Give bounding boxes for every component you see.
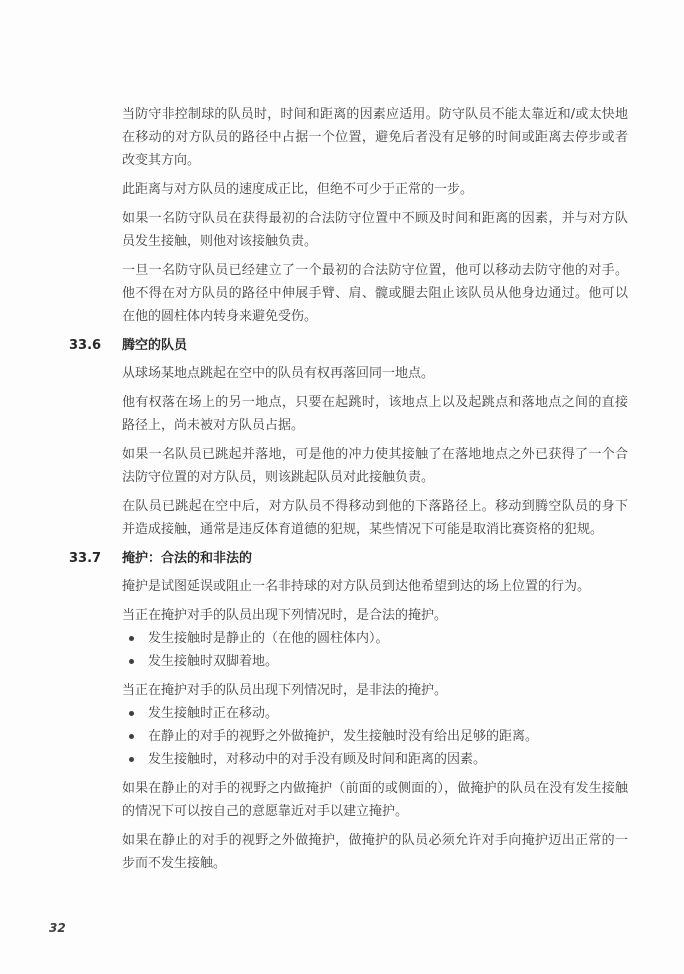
list-item-text: 发生接触时双脚着地。 xyxy=(148,654,279,669)
section-title: 腾空的队员 xyxy=(122,338,188,353)
illegal-screen-list xyxy=(122,702,628,771)
paragraph: 他有权落在场上的另一地点，只要在起跳时，该地点上以及起跳点和落地点之间的直接路径上，尚未被对方队员占据。 xyxy=(122,395,628,433)
paragraph: 掩护是试图延误或阻止一名非持球的对方队员到达他希望到达的场上位置的行为。 xyxy=(122,579,591,594)
page-content xyxy=(0,103,684,881)
paragraph: 当正在掩护对手的队员出现下列情况时，是合法的掩护。 xyxy=(122,608,448,623)
page-number: 32 xyxy=(49,921,66,935)
legal-screen-list xyxy=(122,627,628,673)
list-item xyxy=(122,702,628,725)
paragraph: 如果在静止的对手的视野之内做掩护（前面的或侧面的），做掩护的队员在没有发生接触的情况下可以按自己的意愿靠近对手以建立掩护。 xyxy=(122,781,628,819)
paragraph: 如果一名队员已跳起并落地，可是他的冲力使其接触了在落地地点之外已获得了一个合法防守位置的对方队员，则该跳起队员对此接触负责。 xyxy=(122,447,628,485)
paragraph: 在队员已跳起在空中后，对方队员不得移动到他的下落路径上。移动到腾空队员的身下并造成接触，通常是违反体育道德的犯规，某些情况下可能是取消比赛资格的犯规。 xyxy=(122,499,628,537)
section-heading-33-7 xyxy=(0,547,684,570)
list-item-text: 发生接触时是静止的（在他的圆柱体内）。 xyxy=(148,631,389,646)
paragraph: 当正在掩护对手的队员出现下列情况时，是非法的掩护。 xyxy=(122,683,448,698)
bullet-icon xyxy=(129,757,134,762)
list-item xyxy=(122,650,628,673)
list-item xyxy=(122,627,628,650)
bullet-icon xyxy=(129,734,134,739)
list-item-text: 发生接触时正在移动。 xyxy=(148,706,279,721)
paragraph: 从球场某地点跳起在空中的队员有权再落回同一地点。 xyxy=(122,366,435,381)
section-title: 掩护：合法的和非法的 xyxy=(122,551,253,566)
paragraph: 一旦一名防守队员已经建立了一个最初的合法防守位置，他可以移动去防守他的对手。他不得在对方队员的路径中伸展手臂、肩、髋或腿去阻止该队员从他身边通过。他可以在他的圆柱体内转身来避免受伤。 xyxy=(122,263,628,324)
list-item-text: 发生接触时，对移动中的对手没有顾及时间和距离的因素。 xyxy=(148,752,487,767)
bullet-icon xyxy=(129,636,134,641)
section-heading-33-6 xyxy=(0,334,684,357)
list-item-text: 在静止的对手的视野之外做掩护，发生接触时没有给出足够的距离。 xyxy=(148,729,539,744)
bullet-icon xyxy=(129,659,134,664)
paragraph: 此距离与对方队员的速度成正比，但绝不可少于正常的一步。 xyxy=(122,182,474,197)
paragraph: 如果在静止的对手的视野之外做掩护，做掩护的队员必须允许对手向掩护迈出正常的一步而不发生接触。 xyxy=(122,833,628,871)
section-number: 33.6 xyxy=(69,338,102,353)
bullet-icon xyxy=(129,711,134,716)
paragraph: 如果一名防守队员在获得最初的合法防守位置中不顾及时间和距离的因素，并与对方队员发生接触，则他对该接触负责。 xyxy=(122,211,628,249)
section-number: 33.7 xyxy=(69,551,102,566)
list-item xyxy=(122,748,628,771)
paragraph: 当防守非控制球的队员时，时间和距离的因素应适用。防守队员不能太靠近和/或太快地在移动的对方队员的路径中占据一个位置，避免后者没有足够的时间或距离去停步或者改变其方向。 xyxy=(122,107,628,168)
list-item xyxy=(122,725,628,748)
